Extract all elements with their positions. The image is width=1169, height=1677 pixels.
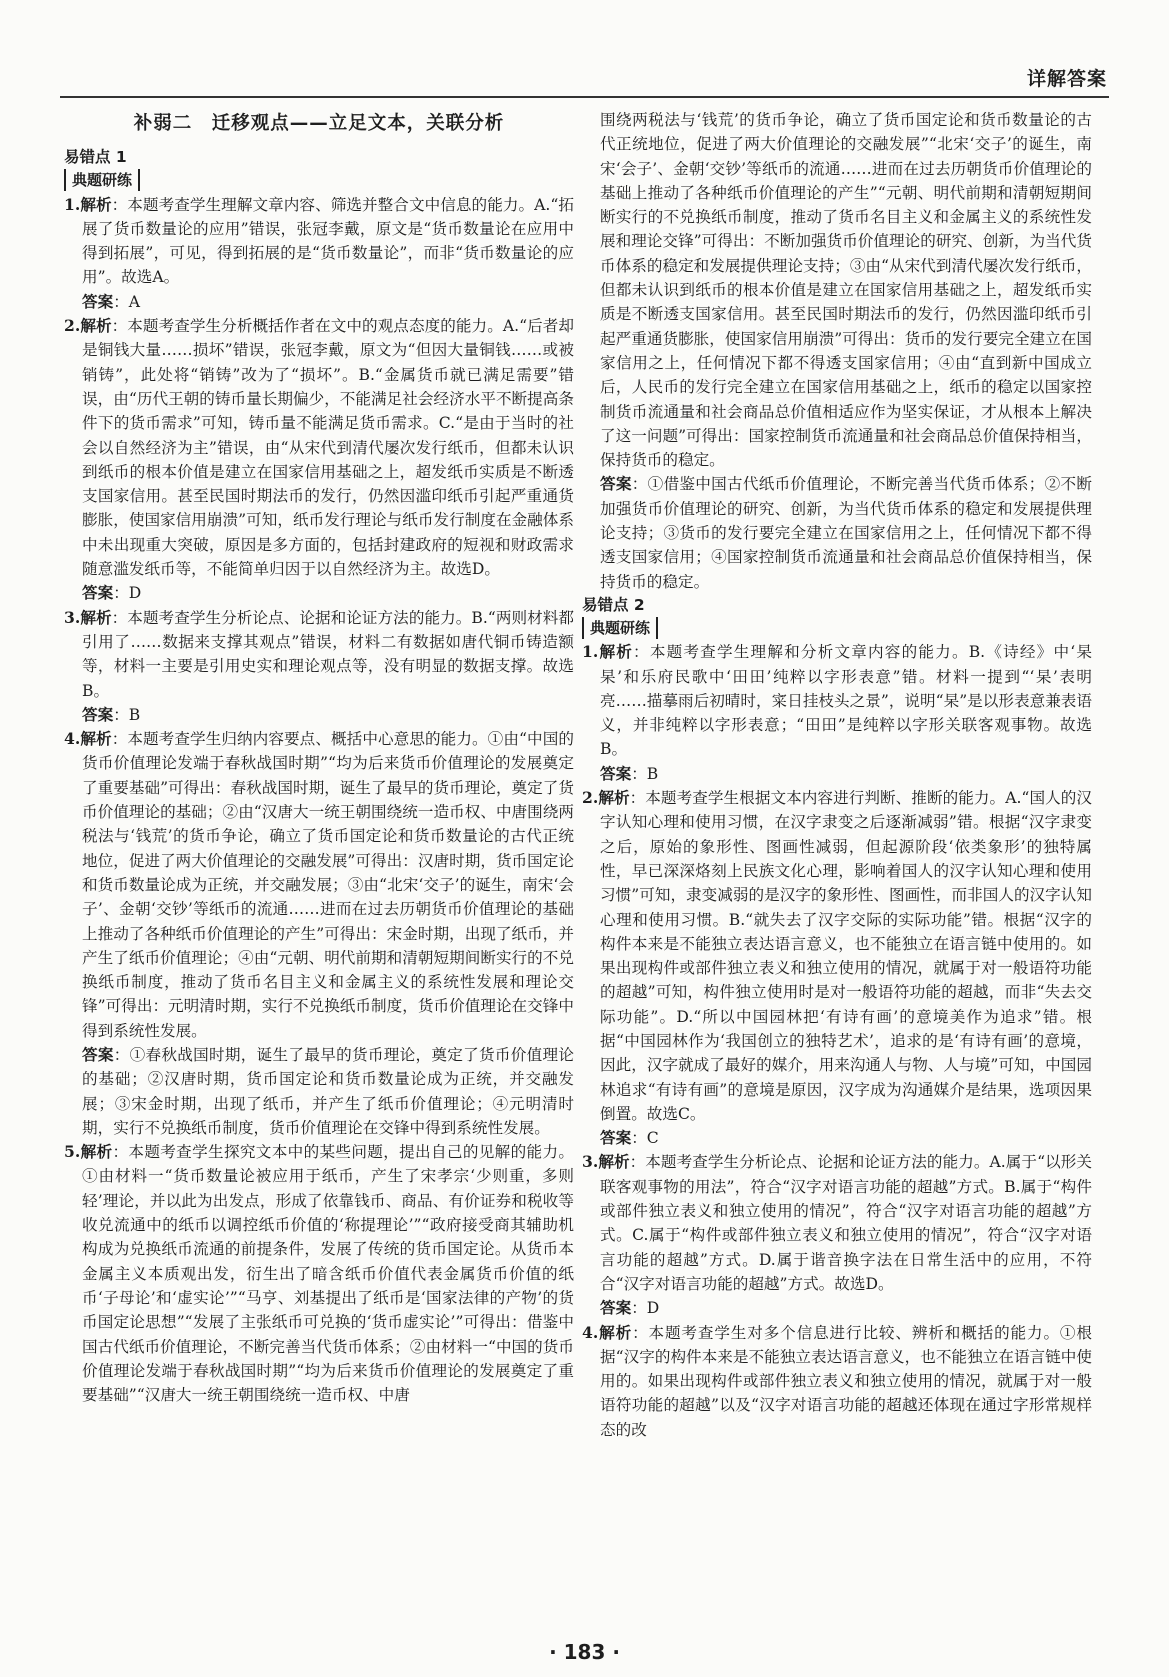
answer-label: 答案	[600, 1299, 632, 1318]
answer-label: 答案	[600, 764, 632, 783]
question-item-1	[582, 640, 1092, 761]
left-column	[64, 108, 574, 1407]
item-analysis-text: ：本题考查学生理解和分析文章内容的能力。B.《诗经》中‘杲杲’和乐府民歌中‘田田’纯粹以字形表意”错。材料一提到“‘杲’表明亮……描摹雨后初晴时，寀日挂枝头之景”，说明“杲”是以形表意兼表语义，并非纯粹以字形表意；“田田”是纯粹以字形关联客观事物。故选B。	[600, 643, 1092, 759]
item-analysis-text: ：本题考查学生分析论点、论据和论证方法的能力。A.属于“以形关联客观事物的用法”，符合“汉字对语言功能的超越”方式。B.属于“构件或部件独立表义和独立使用的情况”，符合“汉字对语言功能的超越”方式。C.属于“构件或部件独立表义和独立使用的情况”，符合“汉字对语言功能的超越”方式。D.属于谐音换字法在日常生活中的应用，不符合“汉字对语言功能的超越”方式。故选D。	[600, 1153, 1092, 1293]
question-item-5	[64, 1140, 574, 1407]
question-item-3	[64, 606, 574, 703]
answer-label: 答案	[600, 475, 632, 494]
answer-label: 答案	[82, 584, 114, 603]
question-item-2	[582, 786, 1092, 1126]
question-item-4	[64, 727, 574, 1043]
item-analysis-label: 解析	[598, 643, 634, 662]
answer-text: ：D	[631, 1299, 660, 1318]
item-analysis-text: ：本题考查学生归纳内容要点、概括中心意思的能力。①由“中国的货币价值理论发端于春秋战国时期”“均为后来货币价值理论的发展奠定了重要基础”可得出：春秋战国时期，诞生了最早的货币理论，奠定了货币价值理论的基础；②由“汉唐大一统王朝围绕统一造币权、中唐围绕两税法与‘钱荒’的货币争论，确立了货币国定论和货币数量论的古代正统地位，促进了两大价值理论的交融发展”可得出：汉唐时期，货币国定论和货币数量论成为正统，并交融发展；③由“北宋‘交子’的诞生，南宋‘会子’、金朝‘交钞’等纸币的流通……进而在过去历朝货币价值理论的基础上推动了各种纸币价值理论的产生”可得出：宋金时期，出现了纸币，并产生了纸币价值理论；④由“元朝、明代前期和清朝短期间断实行的不兑换纸币制度，推动了货币名目主义和金属主义的系统性发展和理论交锋”可得出：元明清时期，实行不兑换纸币制度，货币价值理论在交锋中得到系统性发展。	[82, 730, 574, 1040]
item-number: 1.	[582, 642, 599, 662]
item-number: 2.	[582, 788, 599, 808]
item-analysis-label: 解析	[80, 317, 112, 336]
answer-label: 答案	[82, 292, 114, 311]
item-number: 5.	[64, 1142, 81, 1162]
item-analysis-label: 解析	[80, 730, 112, 749]
practice-subtitle-1: 典题研练	[64, 169, 140, 191]
answer-text: ：①借鉴中国古代纸币价值理论，不断完善当代货币体系；②不断加强货币价值理论的研究、创新，为当代货币体系的稳定和发展提供理论支持；③货币的发行要完全建立在国家信用之上，任何情况下都不得透支国家信用；④国家控制货币流通量和社会商品总价值保持相当，保持货币的稳定。	[600, 475, 1092, 591]
question-item-4	[582, 1321, 1092, 1442]
answer-line	[64, 581, 574, 605]
question-item-2	[64, 314, 574, 581]
header-rule	[60, 96, 1109, 98]
answer-text: ：C	[631, 1129, 659, 1148]
answer-label: 答案	[82, 1045, 114, 1064]
answer-line	[582, 762, 1092, 786]
answer-line	[582, 1296, 1092, 1320]
item-analysis-text: ：本题考查学生理解文章内容、筛选并整合文中信息的能力。A.“拓展了货币数量论的应用”错误，张冠李戴，原文是“货币数量论在应用中得到拓展”，可见，得到拓展的是“货币数量论”，而非“货币数量论的应用”。故选A。	[82, 195, 574, 287]
question-item-1	[64, 193, 574, 290]
answer-text: ：A	[113, 292, 141, 311]
item-analysis-label: 解析	[80, 608, 112, 627]
item-number: 1.	[64, 194, 81, 214]
practice-subtitle-2: 典题研练	[582, 617, 658, 639]
answer-line	[582, 1126, 1092, 1150]
answer-line	[582, 472, 1092, 593]
answer-label: 答案	[82, 705, 114, 724]
error-point-2-title: 易错点 2	[582, 595, 645, 614]
page-header-label: 详解答案	[1026, 68, 1107, 90]
item-analysis-label: 解析	[598, 789, 630, 808]
item-number: 4.	[582, 1322, 599, 1342]
item-number: 4.	[64, 729, 81, 749]
item-analysis-text: ：本题考查学生分析论点、论据和论证方法的能力。B.“两则材料都引用了……数据来支撑其观点”错误，材料二有数据如唐代铜币铸造额等，材料一主要是引用史实和理论观点等，没有明显的数据支撑。故选B。	[82, 608, 574, 700]
item-analysis-text: ：本题考查学生根据文本内容进行判断、推断的能力。A.“国人的汉字认知心理和使用习惯，在汉字隶变之后逐渐减弱”错。根据“汉字隶变之后，原始的象形性、图画性减弱，但起源阶段‘依类象形’的独特属性，早已深深烙刻上民族文化心理，影响着国人的汉字认知心理和使用习惯”可知，隶变减弱的是汉字的象形性、图画性，而非国人的汉字认知心理和使用习惯。B.“就失去了汉字交际的实际功能”错。根据“汉字的构件本来是不能独立表达语言意义，也不能独立在语言链中使用的。如果出现构件或部件独立表义和独立使用的情况，就属于对一般语符功能的超越”可知，构件独立使用时是对一般语符功能的超越，而非“失去交际功能”。D.“所以中国园林把‘有诗有画’的意境美作为追求”错。根据“中国园林作为‘我国创立的独特艺术’，追求的是‘有诗有画’的意境，因此，汉字就成了最好的媒介，用来沟通人与物、人与境”可知，中国园林追求“有诗有画”的意境是原因，汉字成为沟通媒介是结果，选项因果倒置。故选C。	[600, 789, 1092, 1123]
answer-text: ：B	[113, 705, 141, 724]
item-5-continuation: 围绕两税法与‘钱荒’的货币争论，确立了货币国定论和货币数量论的古代正统地位，促进了两大价值理论的交融发展”“北宋‘交子’的诞生，南宋‘会子’、金朝‘交钞’等纸币的流通……进而在过去历朝货币价值理论的基础上推动了各种纸币价值理论的产生”“元朝、明代前期和清朝短期间断实行的不兑换纸币制度，推动了货币名目主义和金属主义的系统性发展和理论交锋”可得出：不断加强货币价值理论的研究、创新，为当代货币体系的稳定和发展提供理论支持；③由“从宋代到清代屡次发行纸币，但都未认识到纸币的根本价值是建立在国家信用基础之上，超发纸币实质是不断透支国家信用。甚至民国时期法币的发行，仍然因滥印纸币引起严重通货膨胀，使国家信用崩溃”可得出：货币的发行要完全建立在国家信用之上，任何情况下都不得透支国家信用；④由“直到新中国成立后，人民币的发行完全建立在国家信用基础之上，纸币的稳定以国家控制货币流通量和社会商品总价值相适应作为坚实保证，才从根本上解决了这一问题”可得出：国家控制货币流通量和社会商品总价值保持相当，保持货币的稳定。	[600, 111, 1092, 470]
answer-text: ：D	[113, 584, 142, 603]
question-item-3	[582, 1150, 1092, 1296]
answer-text: ：①春秋战国时期，诞生了最早的货币理论，奠定了货币价值理论的基础；②汉唐时期，货币国定论和货币数量论成为正统，并交融发展；③宋金时期，出现了纸币，并产生了纸币价值理论；④元明清时期，实行不兑换纸币制度，货币价值理论在交锋中得到系统性发展。	[82, 1045, 574, 1137]
item-analysis-label: 解析	[80, 195, 112, 214]
item-number: 3.	[64, 607, 81, 627]
answer-line	[64, 703, 574, 727]
item-analysis-text: ：本题考查学生对多个信息进行比较、辨析和概括的能力。①根据“汉字的构件本来是不能独立表达语言意义，也不能独立在语言链中使用的。如果出现构件或部件独立表义和独立使用的情况，就属于对一般语符功能的超越”以及“汉字对语言功能的超越还体现在通过字形常规样态的改	[600, 1323, 1092, 1439]
answer-line	[64, 290, 574, 314]
item-number: 3.	[582, 1152, 599, 1172]
right-column	[582, 108, 1092, 1442]
answer-label: 答案	[600, 1129, 632, 1148]
item-analysis-label: 解析	[598, 1323, 633, 1342]
answer-line	[64, 1043, 574, 1140]
item-analysis-label: 解析	[80, 1143, 113, 1162]
item-analysis-text: ：本题考查学生探究文本中的某些问题，提出自己的见解的能力。①由材料一“货币数量论被应用于纸币，产生了宋孝宗‘少则重，多则轻’理论，并以此为出发点，形成了依靠钱币、商品、有价证券和税收等收兑流通中的纸币以调控纸币价值的‘称提理论’”“政府接受商其辅助机构成为兑换纸币流通的前提条件，发展了传统的货币国定论。从货币本金属主义本质观出发，衍生出了暗含纸币价值代表金属货币价值的纸币‘子母论’和‘虚实论’”“马亨、刘基提出了纸币是‘国家法律的产物’的货币国定论思想”“发展了主张纸币可兑换的‘货币虚实论’”可得出：借鉴中国古代纸币价值理论，不断完善当代货币体系；②由材料一“中国的货币价值理论发端于春秋战国时期”“均为后来货币价值理论的发展奠定了重要基础”“汉唐大一统王朝围绕统一造币权、中唐	[82, 1143, 574, 1405]
answer-text: ：B	[631, 764, 659, 783]
error-point-1-title: 易错点 1	[64, 148, 127, 167]
page-number: · 183 ·	[549, 1640, 620, 1664]
item-number: 2.	[64, 316, 81, 336]
item-analysis-label: 解析	[598, 1153, 630, 1172]
section-title: 补弱二 迁移观点——立足文本，关联分析	[133, 113, 505, 134]
item-analysis-text: ：本题考查学生分析概括作者在文中的观点态度的能力。A.“后者却是铜钱大量……损坏”错误，张冠李戴，原文为“但因大量铜钱……或被销铸”，此处将“销铸”改为了“损坏”。B.“金属货币就已满足需要”错误，由“历代王朝的铸币量长期偏少，不能满足社会经济水平不断提高条件下的货币需求”可知，铸币量不能满足货币需求。C.“是由于当时的社会以自然经济为主”错误，由“从宋代到清代屡次发行纸币，但都未认识到纸币的根本价值是建立在国家信用基础之上，超发纸币实质是不断透支国家信用。甚至民国时期法币的发行，仍然因滥印纸币引起严重通货膨胀，使国家信用崩溃”可知，纸币发行理论与纸币发行制度在金融体系中未出现重大突破，原因是多方面的，包括封建政府的短视和财政需求随意滥发纸币等，不能简单归因于以自然经济为主。故选D。	[82, 317, 574, 579]
